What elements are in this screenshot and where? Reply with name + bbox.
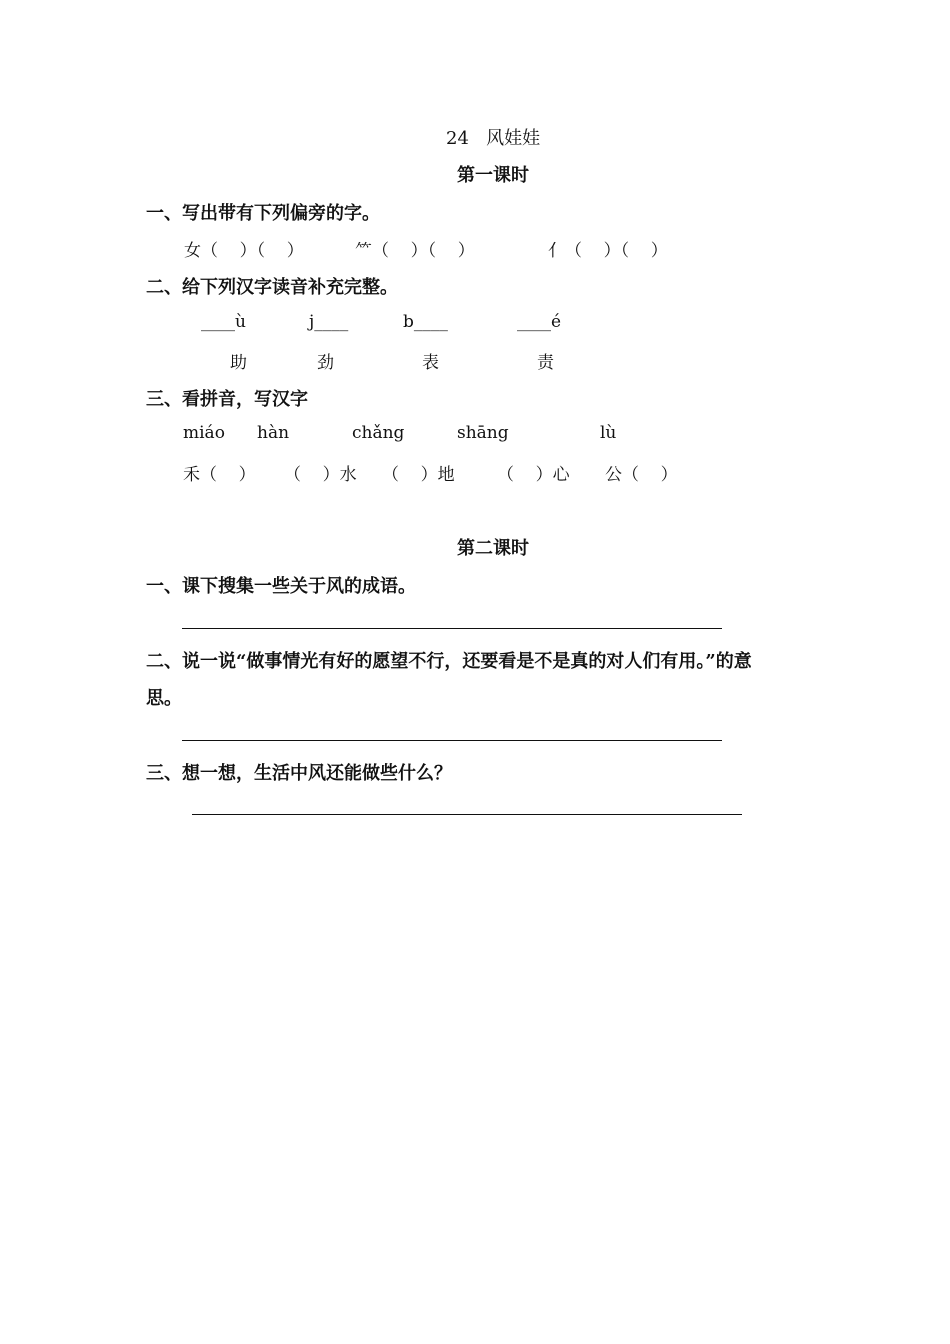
answer-chang: （ ）地 [382,465,455,485]
answer-line-2 [182,740,722,741]
radical-zhu: ⺮（ ）（ ） [355,241,475,261]
pinyin-blank-1: ____ù [201,312,246,332]
lesson1-q3-prompt: 三、看拼音，写汉字 [146,389,308,410]
lesson2-q2-prompt-line1: 二、说一说“做事情光有好的愿望不行，还要看是不是真的对人们有用。”的意 [146,651,752,672]
lesson1-q1-prompt: 一、写出带有下列偏旁的字。 [146,203,380,224]
pinyin-blank-4: ____é [517,312,562,332]
char-biao: 表 [422,353,439,373]
answer-miao: 禾（ ） [183,465,256,485]
pinyin-miao: miáo [183,423,225,443]
answer-shang: （ ）心 [497,465,570,485]
char-ze: 责 [537,353,554,373]
lesson2-q1-prompt: 一、课下搜集一些关于风的成语。 [146,576,416,597]
radical-nv: 女（ ）（ ） [184,241,304,261]
pinyin-shang: shāng [457,423,509,443]
answer-han: （ ）水 [284,465,357,485]
lesson2-q2-prompt-line2: 思。 [146,688,182,709]
lesson2-heading: 第二课时 [457,538,529,559]
page-title: 24 风娃娃 [446,128,541,149]
radical-ren: 亻（ ）（ ） [548,241,668,261]
answer-lu: 公（ ） [605,465,678,485]
char-jin: 劲 [317,353,334,373]
answer-line-3 [192,814,742,815]
char-zhu: 助 [230,353,247,373]
pinyin-lu: lù [600,423,617,443]
pinyin-chang: chǎng [352,423,405,443]
lesson2-q3-prompt: 三、想一想，生活中风还能做些什么？ [146,763,452,784]
pinyin-blank-3: b____ [403,312,448,332]
lesson1-heading: 第一课时 [457,165,529,186]
pinyin-blank-2: j____ [309,312,349,332]
lesson1-q2-prompt: 二、给下列汉字读音补充完整。 [146,277,398,298]
answer-line-1 [182,628,722,629]
pinyin-han: hàn [257,423,290,443]
